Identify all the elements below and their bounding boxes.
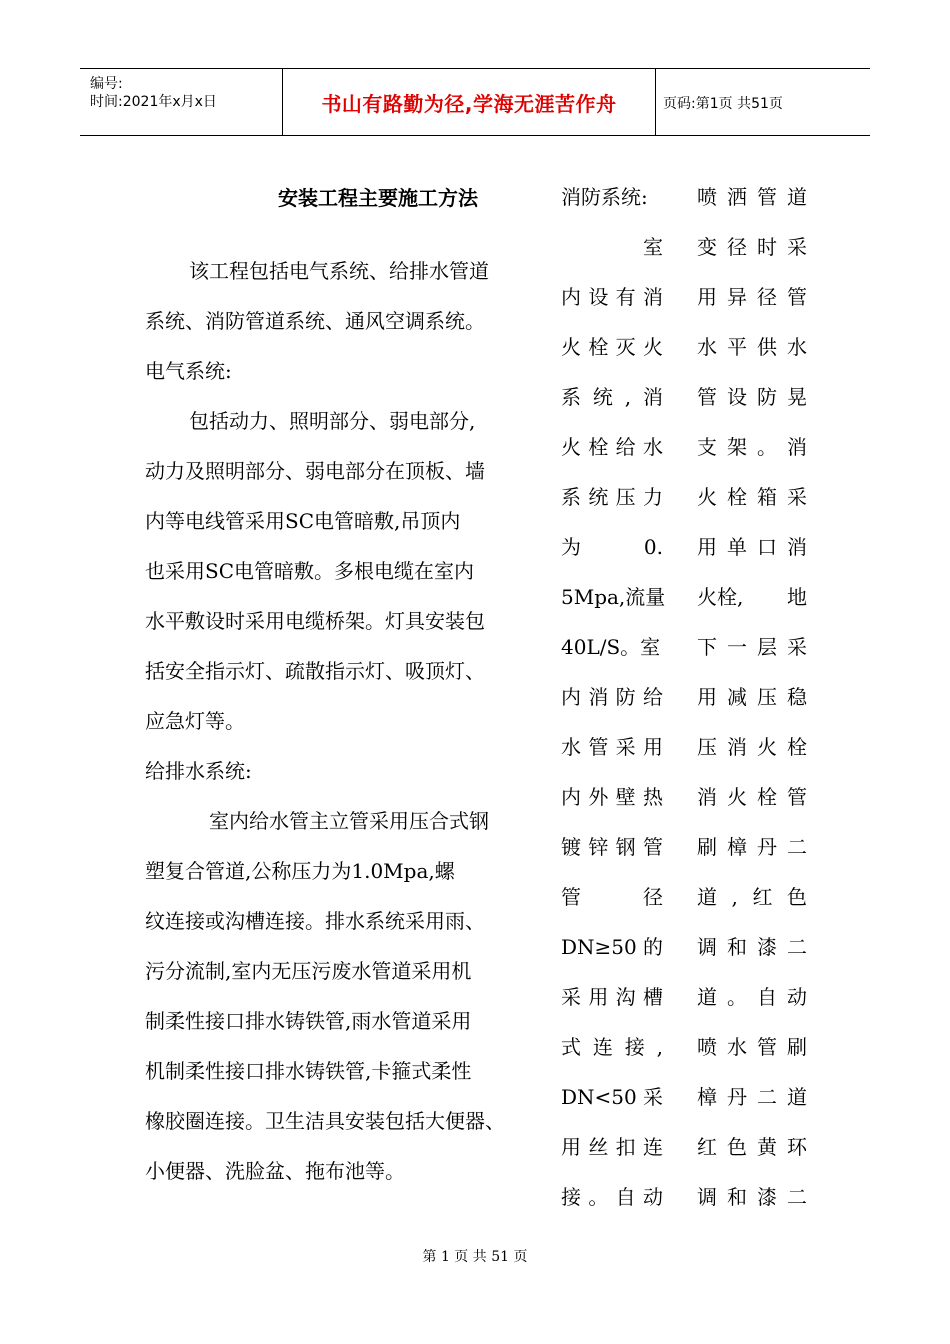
fire-system-column-a <box>561 172 666 1222</box>
text-line: 包括动力、照明部分、弱电部分, <box>189 409 476 433</box>
text-line: 系统、消防管道系统、通风空调系统。 <box>145 309 485 333</box>
text-line: 室内给水管主立管采用压合式钢 <box>209 809 489 833</box>
text-line: 制柔性接口排水铸铁管,雨水管道采用 <box>145 1009 472 1033</box>
section-heading: 给排水系统: <box>145 759 252 783</box>
text-line: 橡胶圈连接。卫生洁具安装包括大便器、 <box>145 1109 505 1133</box>
column-line: 变 径 时 采 <box>697 235 807 259</box>
column-line: 下 一 层 采 <box>697 635 807 659</box>
text-line: 也采用SC电管暗敷。多根电缆在室内 <box>145 559 475 583</box>
fire-system-column-b <box>697 172 807 1222</box>
column-line: 道 , 红 色 <box>697 885 807 909</box>
header-info-cell <box>80 69 282 135</box>
column-line: 室 <box>643 235 663 259</box>
column-line: 樟 丹 二 道 <box>697 1085 807 1109</box>
column-line: 用 丝 扣 连 <box>561 1135 663 1159</box>
header-page-code: 页码:第1页 共51页 <box>663 96 783 112</box>
text-line: 机制柔性接口排水铸铁管,卡箍式柔性 <box>145 1059 472 1083</box>
column-line: 消防系统: <box>561 185 648 209</box>
column-line: 水 平 供 水 <box>697 335 807 359</box>
column-line: 采 用 沟 槽 <box>561 985 663 1009</box>
text-line: 塑复合管道,公称压力为1.0Mpa,螺 <box>145 859 455 883</box>
column-line: 式 连 接 , <box>561 1035 663 1059</box>
document-title: 安装工程主要施工方法 <box>278 186 478 210</box>
column-line: 消 火 栓 管 <box>697 785 807 809</box>
header-motto: 书山有路勤为径,学海无涯苦作舟 <box>321 91 617 116</box>
text-line: 括安全指示灯、疏散指示灯、吸顶灯、 <box>145 659 485 683</box>
text-line: 该工程包括电气系统、给排水管道 <box>189 259 489 283</box>
column-line: 火 栓 给 水 <box>561 435 663 459</box>
column-line: 用 单 口 消 <box>697 535 807 559</box>
text-line: 应急灯等。 <box>145 709 245 733</box>
column-line: 用 减 压 稳 <box>697 685 807 709</box>
column-line: 调 和 漆 二 <box>697 935 807 959</box>
column-line: 调 和 漆 二 <box>697 1185 807 1209</box>
text-line: 内等电线管采用SC电管暗敷,吊顶内 <box>145 509 461 533</box>
column-line: 火 栓 灭 火 <box>561 335 663 359</box>
column-line: DN<50 采 <box>561 1085 663 1109</box>
number-label: 编号: <box>90 76 123 92</box>
column-line: 火 栓 箱 采 <box>697 485 807 509</box>
column-line: 为 0. <box>561 535 663 559</box>
column-line: 喷 水 管 刷 <box>697 1035 807 1059</box>
column-line: 5Mpa,流量 <box>561 585 666 609</box>
text-line: 纹连接或沟槽连接。排水系统采用雨、 <box>145 909 485 933</box>
column-line: 火栓, 地 <box>697 585 807 609</box>
column-line: 接 。 自 动 <box>561 1185 663 1209</box>
column-line: 内 设 有 消 <box>561 285 663 309</box>
text-line: 动力及照明部分、弱电部分在顶板、墙 <box>145 459 485 483</box>
column-line: 喷 洒 管 道 <box>697 185 807 209</box>
column-line: 内 消 防 给 <box>561 685 663 709</box>
column-line: 刷 樟 丹 二 <box>697 835 807 859</box>
column-line: 压 消 火 栓 <box>697 735 807 759</box>
column-line: 40L/S。室 <box>561 635 661 659</box>
header-divider <box>655 69 656 135</box>
text-line: 小便器、洗脸盆、拖布池等。 <box>145 1159 405 1183</box>
text-line: 水平敷设时采用电缆桥架。灯具安装包 <box>145 609 485 633</box>
column-line: 内 外 壁 热 <box>561 785 663 809</box>
section-heading: 电气系统: <box>145 359 232 383</box>
text-line: 污分流制,室内无压污废水管道采用机 <box>145 959 472 983</box>
time-label: 时间:2021年x月x日 <box>90 94 217 110</box>
left-column <box>145 246 537 1196</box>
page-footer: 第 1 页 共 51 页 <box>422 1249 528 1265</box>
column-line: 管 径 <box>561 885 663 909</box>
column-line: 系 统 压 力 <box>561 485 663 509</box>
column-line: 管 设 防 晃 <box>697 385 807 409</box>
column-line: 用 异 径 管 <box>697 285 807 309</box>
column-line: 支 架 。 消 <box>697 435 807 459</box>
header-table <box>80 68 870 136</box>
column-line: 水 管 采 用 <box>561 735 663 759</box>
column-line: 镀 锌 钢 管 <box>561 835 663 859</box>
column-line: 红 色 黄 环 <box>697 1135 807 1159</box>
column-line: 道 。 自 动 <box>697 985 807 1009</box>
column-line: DN≥50 的 <box>561 935 663 959</box>
column-line: 系 统 , 消 <box>561 385 663 409</box>
